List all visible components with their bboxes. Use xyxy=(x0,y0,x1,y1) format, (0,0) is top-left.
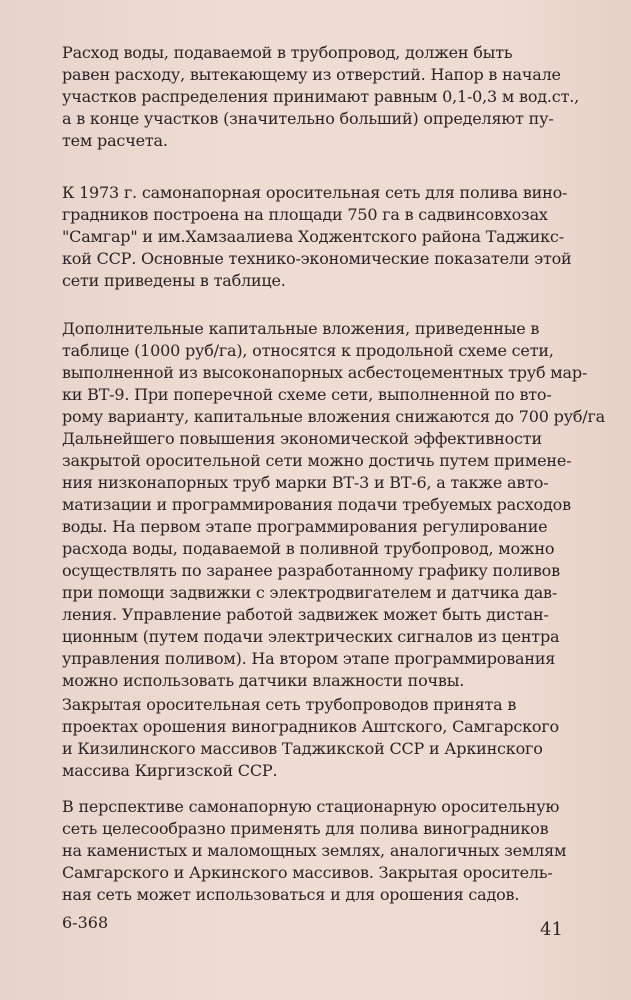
paragraph-2 xyxy=(62,182,622,292)
text-line: и Кизилинского массивов Таджикской ССР и Аркинского xyxy=(62,739,543,758)
text-line: а в конце участков (значительно больший) определяют пу- xyxy=(62,109,554,128)
text-line: закрытой оросительной сети можно достичь путем примене- xyxy=(62,451,572,470)
text-line: сеть целесообразно применять для полива виноградников xyxy=(62,819,549,838)
text-line: К 1973 г. самонапорная оросительная сеть для полива вино- xyxy=(62,183,568,202)
text-line: матизации и программирования подачи требуемых расходов xyxy=(62,495,571,514)
text-line: Самгарского и Аркинского массивов. Закрытая ороситель- xyxy=(62,863,553,882)
paragraph-4 xyxy=(62,694,622,782)
text-line: воды. На первом этапе программирования регулирование xyxy=(62,517,548,536)
paragraph-5 xyxy=(62,796,622,906)
text-line: участков распределения принимают равным 0,1-0,3 м вод.ст., xyxy=(62,87,579,106)
text-line: Закрытая оросительная сеть трубопроводов принята в xyxy=(62,695,517,714)
text-line: ки ВТ-9. При поперечной схеме сети, выполненной по вто- xyxy=(62,385,552,404)
text-line: осуществлять по заранее разработанному графику поливов xyxy=(62,561,560,580)
text-line: Дополнительные капитальные вложения, приведенные в xyxy=(62,319,540,338)
paragraph-1 xyxy=(62,42,622,152)
text-line: равен расходу, вытекающему из отверстий. Напор в начале xyxy=(62,65,561,84)
text-line: ная сеть может использоваться и для орошения садов. xyxy=(62,885,520,904)
text-line: ления. Управление работой задвижек может быть дистан- xyxy=(62,605,549,624)
text-line: "Самгар" и им.Хамзаалиева Ходжентского района Таджикс- xyxy=(62,227,564,246)
text-line: сети приведены в таблице. xyxy=(62,271,286,290)
text-line: управления поливом). На втором этапе программирования xyxy=(62,649,556,668)
text-line: на каменистых и маломощных землях, аналогичных землям xyxy=(62,841,567,860)
text-line: Дальнейшего повышения экономической эффективности xyxy=(62,429,542,448)
text-line: рому варианту, капитальные вложения снижаются до 700 руб/га xyxy=(62,407,605,426)
paragraph-3 xyxy=(62,318,622,692)
text-line: Расход воды, подаваемой в трубопровод, должен быть xyxy=(62,43,513,62)
text-line: кой ССР. Основные технико-экономические показатели этой xyxy=(62,249,572,268)
text-line: проектах орошения виноградников Аштского, Самгарского xyxy=(62,717,559,736)
text-line: при помощи задвижки с электродвигателем и датчика дав- xyxy=(62,583,558,602)
text-line: В перспективе самонапорную стационарную оросительную xyxy=(62,797,560,816)
text-line: градников построена на площади 750 га в садвинсовхозах xyxy=(62,205,548,224)
text-line: расхода воды, подаваемой в поливной трубопровод, можно xyxy=(62,539,555,558)
text-line: таблице (1000 руб/га), относятся к продольной схеме сети, xyxy=(62,341,554,360)
text-line: массива Киргизской ССР. xyxy=(62,761,278,780)
text-line: выполненной из высоконапорных асбестоцементных труб мар- xyxy=(62,363,588,382)
text-line: тем расчета. xyxy=(62,131,168,150)
text-line: ния низконапорных труб марки ВТ-3 и ВТ-6, а также авто- xyxy=(62,473,549,492)
text-line: можно использовать датчики влажности почвы. xyxy=(62,671,465,690)
page-number: 41 xyxy=(540,919,563,940)
text-line: ционным (путем подачи электрических сигналов из центра xyxy=(62,627,560,646)
signature-mark: 6-368 xyxy=(62,913,109,932)
